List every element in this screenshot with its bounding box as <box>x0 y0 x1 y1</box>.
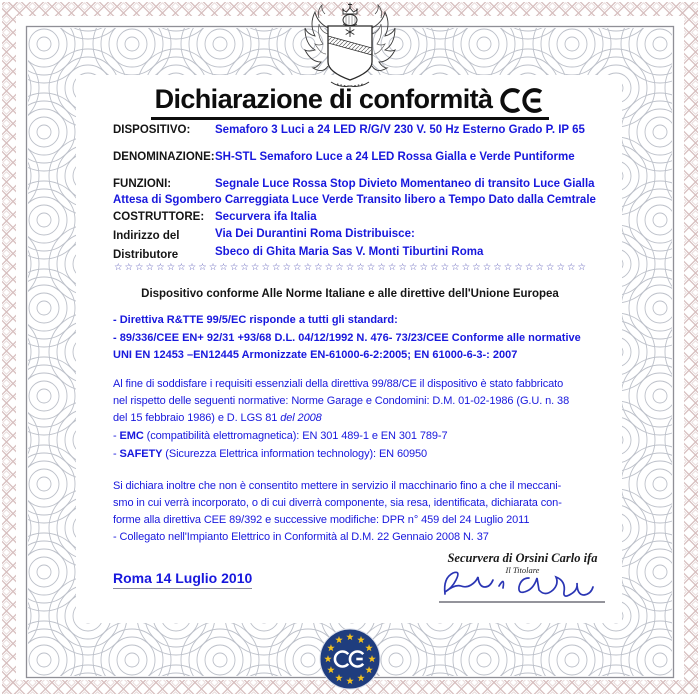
emc-line <box>113 430 448 442</box>
field-label-denominazione: DENOMINAZIONE: <box>113 151 215 163</box>
field-value-dispositivo: Semaforo 3 Luci a 24 LED R/G/V 230 V. 50 Hz Esterno Grado P. IP 65 <box>215 124 585 136</box>
declaration-line-2: smo in cui verrà incorporato, o di cui diverrà componente, sia resa, identificata, dichiarata con- <box>113 497 562 509</box>
field-label-indirizzo-line2: Distributore <box>113 249 179 261</box>
fabrication-line-1: Al fine di soddisfare i requisiti essenziali della direttiva 99/88/CE il dispositivo è stato fabbricato <box>113 378 564 390</box>
directive-line-3: UNI EN 12453 –EN12445 Armonizzate EN-61000-6-2:2005; EN 61000-6-3-: 2007 <box>113 349 518 361</box>
emc-rest: (compatibilità elettromagnetica): EN 301 489-1 e EN 301 789-7 <box>143 430 448 442</box>
handwritten-signature <box>433 566 613 608</box>
fabrication-line-3 <box>113 412 322 424</box>
page-title <box>0 84 700 120</box>
fabrication-line-3-italic: del 2008 <box>280 412 322 424</box>
directive-line-2: - 89/336/CEE EN+ 92/31 +93/68 D.L. 04/12/1992 N. 476- 73/23/CEE Conforme alle normative <box>113 332 581 344</box>
safety-bold: SAFETY <box>119 448 163 460</box>
declaration-line-1: Si dichiara inoltre che non è consentito mettere in servizio il macchinario fino a che il meccani- <box>113 480 562 492</box>
declaration-line-3: forme alla direttiva CEE 89/392 e successive modifiche: DPR n° 459 del 24 Luglio 2011 <box>113 514 530 526</box>
safety-rest: (Sicurezza Elettrica information technology): EN 60950 <box>162 448 428 460</box>
conformity-statement: Dispositivo conforme Alle Norme Italiane e alle direttive dell'Unione Europea <box>141 288 559 300</box>
fabrication-line-3-normal: del 15 febbraio 1986) e D. LGS 81 <box>113 412 281 424</box>
field-value-denominazione: SH-STL Semaforo Luce a 24 LED Rossa Gialla e Verde Puntiforme <box>215 151 575 163</box>
title-text: Dichiarazione di conformità <box>154 84 493 114</box>
field-value-costruttore: Securvera ifa Italia <box>215 211 317 223</box>
signature-role: Il Titolare <box>505 565 540 575</box>
field-value-indirizzo-line2: Sbeco di Ghita Maria Sas V. Monti Tiburtini Roma <box>215 246 484 258</box>
date-place: Roma 14 Luglio 2010 <box>113 570 252 589</box>
signature-company: Securvera di Orsini Carlo ifa <box>447 551 598 565</box>
field-label-funzioni: FUNZIONI: <box>113 178 172 190</box>
ce-mark-icon <box>499 88 545 113</box>
declaration-line-4: - Collegato nell'Impianto Elettrico in Conformità al D.M. 22 Gennaio 2008 N. 37 <box>113 531 489 543</box>
stars-separator: ☆ ☆ ☆ ☆ ☆ ☆ ☆ ☆ ☆ ☆ ☆ ☆ ☆ ☆ ☆ ☆ ☆ ☆ ☆ ☆ ☆ ☆ ☆ ☆ ☆ ☆ ☆ ☆ ☆ ☆ ☆ ☆ ☆ ☆ ☆ ☆ ☆ ☆ ☆ ☆ ☆ ☆ ☆ ☆ ☆ <box>113 262 587 273</box>
directive-line-1: - Direttiva R&TTE 99/5/EC risponde a tutti gli standard: <box>113 314 398 326</box>
emc-prefix: - <box>113 430 120 442</box>
safety-prefix: - <box>113 448 120 460</box>
field-value-funzioni-line1: Segnale Luce Rossa Stop Divieto Momentaneo di transito Luce Gialla <box>215 178 595 190</box>
field-value-funzioni-line2: Attesa di Sgombero Carreggiata Luce Verde Transito libero a Tempo Dato dalla Cemtrale <box>113 194 596 206</box>
field-value-indirizzo-line1: Via Dei Durantini Roma Distribuisce: <box>215 228 415 240</box>
emc-bold: EMC <box>119 430 144 442</box>
eu-ce-badge <box>319 628 381 690</box>
field-label-indirizzo-line1: Indirizzo del <box>113 230 180 242</box>
field-label-costruttore: COSTRUTTORE: <box>113 211 205 223</box>
signature-block <box>425 551 620 613</box>
safety-line <box>113 448 427 460</box>
field-label-dispositivo: DISPOSITIVO: <box>113 124 191 136</box>
fabrication-line-2: nel rispetto delle seguenti normative: Norme Garage e Condomini: D.M. 01-02-1986 (G.U. n. 38 <box>113 395 570 407</box>
